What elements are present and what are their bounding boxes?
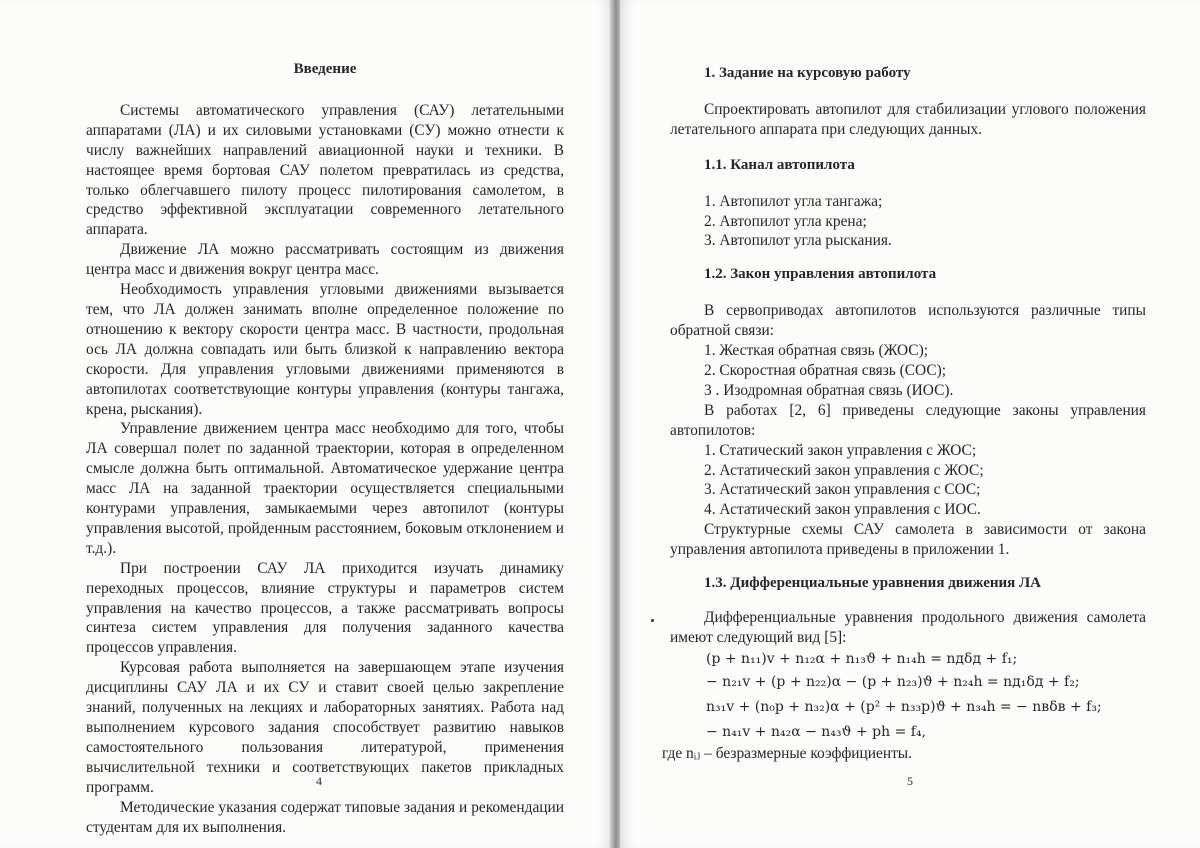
equation-3: n₃₁v + (n₀p + n₃₂)α + (p² + n₃₃p)ϑ + n₃₄h = − nвδв + f₃;	[706, 698, 1102, 715]
channel-item-2: 2. Автопилот угла крена;	[704, 212, 867, 230]
law-item-3: 3. Астатический закон управления с СОС;	[704, 481, 981, 499]
intro-paragraph-1: Системы автоматического управления (САУ) летательными аппаратами (ЛА) и их силовыми установками (СУ) можно отнести к числу важнейших направлений авиационной науки и техники. В настоящее время бортовая САУ полетом превратилась из средства, только облегчавшего пилоту процесс пилотирования самолетом, в средство эффективной эксплуатации современного летательного аппарата.	[86, 101, 564, 239]
channel-item-1: 1. Автопилот угла тангажа;	[704, 192, 883, 210]
section-heading-1: 1. Задание на курсовую работу	[704, 65, 911, 81]
equation-1: (p + n₁₁)v + n₁₂α + n₁₃ϑ + n₁₄h = nдδд + f₁;	[706, 650, 1018, 667]
feedback-item-1: 1. Жесткая обратная связь (ЖОС);	[704, 342, 928, 360]
right-page-text	[662, 64, 1146, 764]
law-item-2: 2. Астатический закон управления с ЖОС;	[704, 461, 984, 479]
page-number-left: 4	[316, 774, 322, 788]
intro-paragraph-7: Методические указания содержат типовые задания и рекомендации студентам для их выполнения.	[86, 798, 564, 836]
intro-paragraph-3: Необходимость управления угловыми движениями вызывается тем, что ЛА должен занимать вполне определенное положение по отношению к вектору скорости центра масс. В частности, продольная ось ЛА должна совпадать или быть близкой к направлению вектора скорости. Для управления угловыми движениями применяются в автопилотах соответствующие контуры управления (контуры тангажа, крена, рыскания).	[86, 281, 564, 418]
feedback-item-2: 2. Скоростная обратная связь (СОС);	[704, 361, 947, 379]
intro-paragraph-2: Движение ЛА можно рассматривать состоящим из движения центра масс и движения вокруг центра масс.	[86, 241, 564, 279]
right-page	[620, 0, 1200, 848]
task-paragraph: Спроектировать автопилот для стабилизации углового положения летательного аппарата при следующих данных.	[670, 100, 1146, 138]
feedback-item-3: 3 . Изодромная обратная связь (ИОС).	[704, 381, 954, 399]
intro-paragraph-5: При построении САУ ЛА приходится изучать динамику переходных процессов, влияние структуры и параметров систем управления на качество процессов, а также рассматривать вопросы синтеза систем управления для получения заданного качества процессов управления.	[86, 559, 564, 657]
law-item-1: 1. Статический закон управления с ЖОС;	[704, 441, 977, 459]
page-title: Введение	[293, 61, 357, 77]
laws-intro: В работах [2, 6] приведены следующие законы управления автопилотов:	[670, 401, 1146, 439]
coefficients-note: где nᵢⱼ – безразмерные коэффициенты.	[662, 744, 912, 762]
equation-4: − n₄₁v + n₄₂α − n₄₃ϑ + ph = f₄,	[706, 723, 927, 740]
equation-2: − n₂₁v + (p + n₂₂)α − (p + n₂₃)ϑ + n₂₄h = nд₁δд + f₂;	[706, 673, 1080, 690]
left-page-text	[86, 60, 564, 837]
section-heading-1-2: 1.2. Закон управления автопилота	[704, 266, 937, 283]
intro-paragraph-4: Управление движением центра масс необходимо для того, чтобы ЛА совершал полет по заданной траектории, которая в определенном смысле должна быть оптимальной. Автоматическое удержание центра масс ЛА на заданной траектории осуществляется специальными контурами управления, замыкаемыми через автопилот (контуры управления высотой, пройденным расстоянием, боковым отклонением и т.д.).	[86, 420, 564, 557]
section-heading-1-1: 1.1. Канал автопилота	[704, 156, 855, 173]
section-heading-1-3: 1.3. Дифференциальные уравнения движения ЛА	[704, 575, 1042, 592]
channel-item-3: 3. Автопилот угла рыскания.	[704, 232, 892, 250]
law-item-4: 4. Астатический закон управления с ИОС.	[704, 501, 981, 519]
equations-intro: Дифференциальные уравнения продольного движения самолета имеют следующий вид [5]:	[670, 608, 1146, 646]
structure-paragraph: Структурные схемы САУ самолета в зависимости от закона управления автопилота приведены в приложении 1.	[670, 521, 1146, 559]
intro-paragraph-6: Курсовая работа выполняется на завершающем этапе изучения дисциплины САУ ЛА и их СУ и ставит своей целью закрепление знаний, полученных на лекциях и лабораторных занятиях. Работа над выполнением курсового задания способствует развитию навыков самостоятельного пользования литературой, применения вычислительной техники и соответствующих пакетов прикладных программ.	[86, 659, 564, 796]
margin-dot	[651, 619, 654, 622]
page-number-right: 5	[907, 774, 913, 788]
feedback-intro: В сервоприводах автопилотов используются различные типы обратной связи:	[670, 302, 1146, 340]
